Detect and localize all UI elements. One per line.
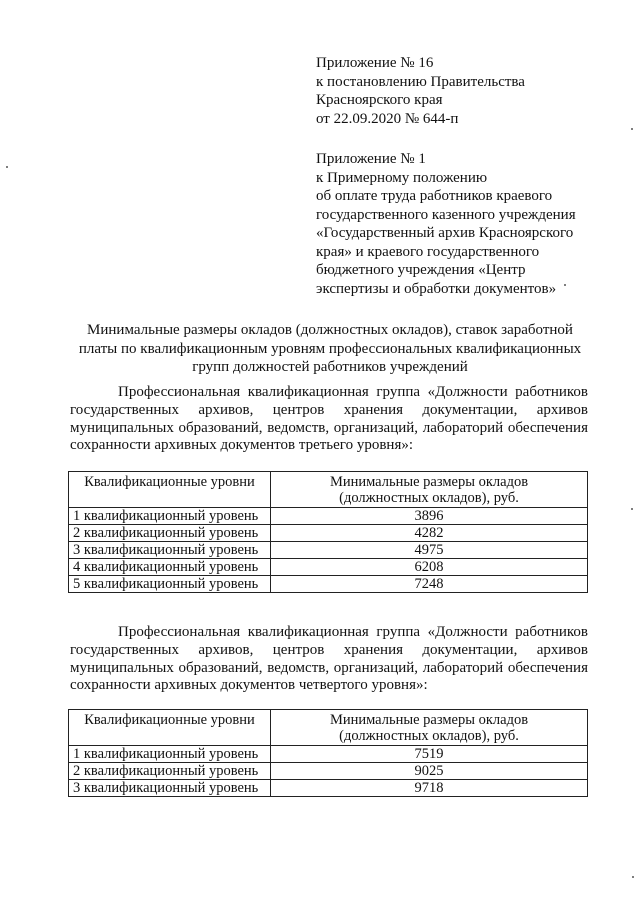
- level-cell: 2 квалификационный уровень: [69, 525, 271, 542]
- paragraph-line: Профессиональная квалификационная группа «Должности работников: [118, 624, 588, 640]
- annex-primary-line: от 22.09.2020 № 644-п: [316, 110, 459, 127]
- header-level: Квалификационные уровни: [69, 472, 271, 508]
- document-title: [70, 321, 590, 377]
- paragraph-line: муниципальных образований, ведомств, организаций, лабораторий обеспечения: [70, 659, 588, 676]
- scan-speck: [632, 876, 634, 878]
- salary-table-third-level: [68, 471, 588, 593]
- paragraph-line: муниципальных образований, ведомств, организаций, лабораторий обеспечения: [70, 419, 588, 436]
- table-row: [69, 763, 588, 780]
- table-header-row: [69, 710, 588, 746]
- annex-secondary-line: экспертизы и обработки документов»: [316, 280, 557, 297]
- annex-secondary-line: бюджетного учреждения «Центр: [316, 262, 526, 278]
- table-row: [69, 746, 588, 763]
- paragraph-line: государственных архивов, центров хранения документации, архивов: [70, 401, 588, 418]
- salary-cell: 6208: [271, 559, 588, 576]
- annex-secondary-line: к Примерному положению: [316, 169, 488, 186]
- annex-secondary-block: [316, 150, 616, 298]
- salary-cell: 7519: [271, 746, 588, 763]
- title-line: платы по квалификационным уровням профессиональных квалификационных: [78, 340, 582, 357]
- salary-cell: 7248: [271, 576, 588, 593]
- scan-speck: [631, 508, 633, 510]
- title-line: групп должностей работников учреждений: [192, 359, 468, 375]
- annex-primary-block: [316, 54, 616, 128]
- level-cell: 2 квалификационный уровень: [69, 763, 271, 780]
- level-cell: 5 квалификационный уровень: [69, 576, 271, 593]
- table-row: [69, 508, 588, 525]
- table-row: [69, 542, 588, 559]
- level-cell: 3 квалификационный уровень: [69, 542, 271, 559]
- level-cell: 3 квалификационный уровень: [69, 780, 271, 797]
- salary-table-fourth-level: [68, 709, 588, 797]
- level-cell: 1 квалификационный уровень: [69, 508, 271, 525]
- annex-secondary-line: Приложение № 1: [316, 151, 426, 167]
- salary-cell: 4975: [271, 542, 588, 559]
- paragraph-line: сохранности архивных документов четвертого уровня»:: [70, 677, 428, 694]
- paragraph-line: Профессиональная квалификационная группа «Должности работников: [118, 384, 588, 400]
- table-row: [69, 525, 588, 542]
- annex-secondary-line: «Государственный архив Красноярского: [316, 225, 574, 241]
- scan-speck: [564, 284, 566, 286]
- annex-secondary-line: об оплате труда работников краевого: [316, 188, 553, 204]
- annex-primary-line: Красноярского края: [316, 92, 443, 108]
- section1-paragraph: [70, 384, 588, 455]
- paragraph-line: сохранности архивных документов третьего уровня»:: [70, 437, 414, 454]
- salary-cell: 3896: [271, 508, 588, 525]
- scan-speck: [631, 128, 633, 130]
- annex-primary-line: к постановлению Правительства: [316, 73, 525, 90]
- paragraph-line: государственных архивов, центров хранения документации, архивов: [70, 641, 588, 658]
- table-row: [69, 576, 588, 593]
- salary-cell: 9718: [271, 780, 588, 797]
- annex-secondary-line: края» и краевого государственного: [316, 243, 540, 260]
- annex-secondary-line: государственного казенного учреждения: [316, 206, 576, 223]
- level-cell: 4 квалификационный уровень: [69, 559, 271, 576]
- salary-cell: 4282: [271, 525, 588, 542]
- header-salary: Минимальные размеры окладов (должностных окладов), руб.: [271, 710, 588, 746]
- title-line: Минимальные размеры окладов (должностных окладов), ставок заработной: [87, 322, 573, 338]
- salary-cell: 9025: [271, 763, 588, 780]
- table-row: [69, 780, 588, 797]
- level-cell: 1 квалификационный уровень: [69, 746, 271, 763]
- table-header-row: [69, 472, 588, 508]
- scan-speck: [6, 166, 8, 168]
- annex-primary-line: Приложение № 16: [316, 55, 434, 71]
- table-row: [69, 559, 588, 576]
- section2-paragraph: [70, 624, 588, 695]
- header-salary: Минимальные размеры окладов (должностных окладов), руб.: [271, 472, 588, 508]
- header-level: Квалификационные уровни: [69, 710, 271, 746]
